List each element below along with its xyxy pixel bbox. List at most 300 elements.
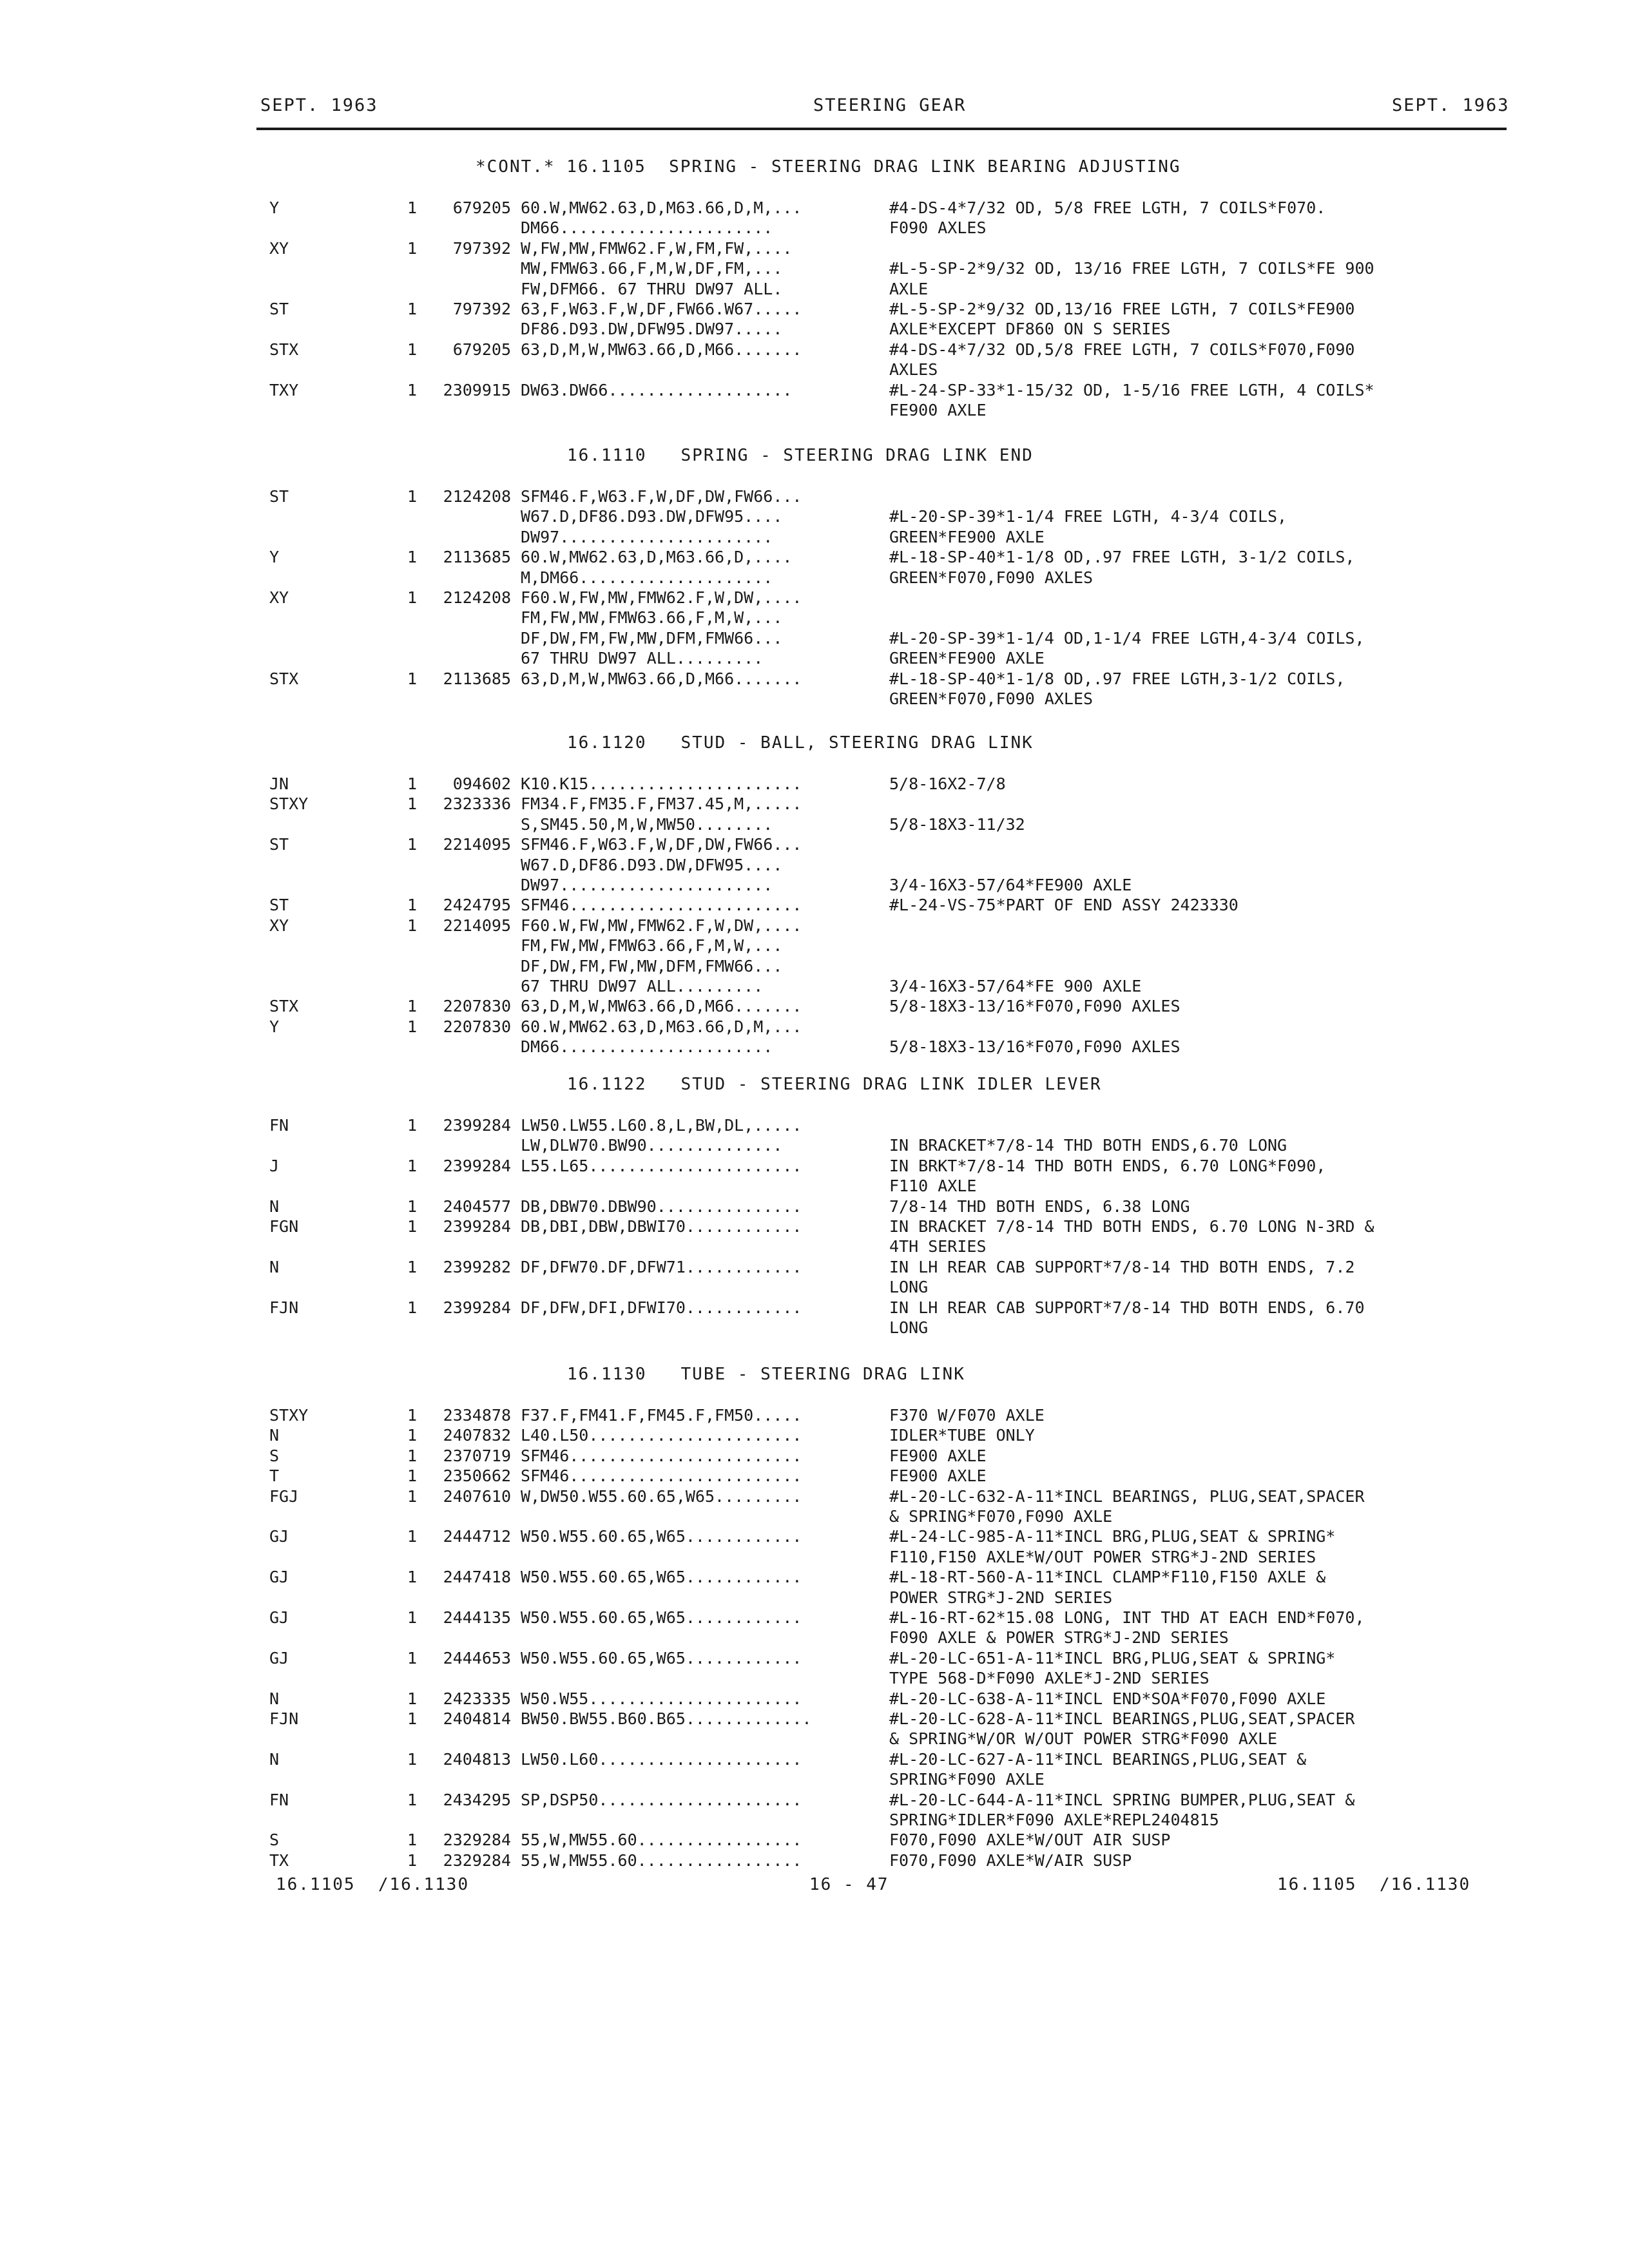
- part-number: 2329284: [443, 1831, 511, 1849]
- parts-row: [0, 507, 1629, 527]
- footer-range-right: 16.1105 /16.1130: [1277, 1875, 1471, 1894]
- model-list: FM,FW,MW,FMW63.66,F,M,W,...: [521, 936, 783, 955]
- parts-row: [0, 1729, 1629, 1749]
- parts-row: [0, 1037, 1629, 1057]
- part-number: 2444653: [443, 1649, 511, 1667]
- part-description: #L-20-LC-651-A-11*INCL BRG,PLUG,SEAT & SPRING*: [889, 1649, 1336, 1667]
- model-code: S: [269, 1446, 280, 1465]
- parts-row: [0, 588, 1629, 608]
- header-date-right: SEPT. 1963: [1392, 95, 1510, 115]
- part-description: #L-16-RT-62*15.08 LONG, INT THD AT EACH END*F070,: [889, 1608, 1365, 1627]
- quantity: 1: [407, 588, 418, 607]
- quantity: 1: [407, 669, 418, 688]
- model-list: LW,DLW70.BW90..............: [521, 1136, 783, 1155]
- parts-row: [0, 1568, 1629, 1588]
- quantity: 1: [407, 1157, 418, 1175]
- model-list: SFM46.F,W63.F,W,DF,DW,FW66...: [521, 487, 802, 506]
- parts-row: [0, 896, 1629, 916]
- section-title: 16.1110 SPRING - STEERING DRAG LINK END: [567, 446, 1034, 465]
- quantity: 1: [407, 487, 418, 506]
- parts-row: [0, 1157, 1629, 1177]
- part-number: 2404814: [443, 1709, 511, 1728]
- model-list: SFM46........................: [521, 1466, 802, 1485]
- quantity: 1: [407, 794, 418, 813]
- model-list: L40.L50......................: [521, 1426, 802, 1445]
- part-number: 2214095: [443, 916, 511, 935]
- part-description: F090 AXLES: [889, 218, 987, 237]
- part-number: 2399284: [443, 1116, 511, 1135]
- quantity: 1: [407, 1406, 418, 1425]
- quantity: 1: [407, 1851, 418, 1870]
- parts-row: [0, 916, 1629, 936]
- part-number: 2207830: [443, 1017, 511, 1036]
- part-description: FE900 AXLE: [889, 1446, 987, 1465]
- part-description: AXLE*EXCEPT DF860 ON S SERIES: [889, 320, 1171, 338]
- footer-range-left: 16.1105 /16.1130: [276, 1875, 470, 1894]
- part-description: F110,F150 AXLE*W/OUT POWER STRG*J-2ND SERIES: [889, 1548, 1316, 1566]
- part-number: 2370719: [443, 1446, 511, 1465]
- parts-row: [0, 548, 1629, 568]
- section-title: 16.1120 STUD - BALL, STEERING DRAG LINK: [567, 733, 1034, 753]
- parts-row: [0, 1466, 1629, 1486]
- model-code: N: [269, 1197, 280, 1216]
- parts-row: [0, 1831, 1629, 1850]
- footer-page-number: 16 - 47: [809, 1875, 889, 1894]
- part-number: 2329284: [443, 1851, 511, 1870]
- model-list: 67 THRU DW97 ALL.........: [521, 649, 764, 668]
- quantity: 1: [407, 1568, 418, 1586]
- parts-row: [0, 300, 1629, 320]
- quantity: 1: [407, 835, 418, 854]
- parts-row: [0, 1507, 1629, 1527]
- model-code: N: [269, 1750, 280, 1769]
- part-description: AXLE: [889, 280, 929, 298]
- part-number: 2423335: [443, 1689, 511, 1708]
- part-number: 2113685: [443, 548, 511, 566]
- model-code: ST: [269, 300, 289, 318]
- quantity: 1: [407, 1649, 418, 1667]
- model-list: DF,DW,FM,FW,MW,DFM,FMW66...: [521, 957, 783, 975]
- quantity: 1: [407, 381, 418, 399]
- part-description: IN BRACKET*7/8-14 THD BOTH ENDS,6.70 LONG: [889, 1136, 1287, 1155]
- parts-row: [0, 1426, 1629, 1446]
- parts-row: [0, 1811, 1629, 1831]
- parts-row: [0, 239, 1629, 259]
- quantity: 1: [407, 1709, 418, 1728]
- part-description: F090 AXLE & POWER STRG*J-2ND SERIES: [889, 1628, 1229, 1647]
- model-code: XY: [269, 588, 289, 607]
- part-description: F070,F090 AXLE*W/AIR SUSP: [889, 1851, 1132, 1870]
- part-description: IN BRACKET 7/8-14 THD BOTH ENDS, 6.70 LONG N-3RD &: [889, 1217, 1374, 1236]
- part-description: GREEN*FE900 AXLE: [889, 528, 1045, 546]
- part-number: 2124208: [443, 487, 511, 506]
- parts-row: [0, 198, 1629, 218]
- model-code: S: [269, 1831, 280, 1849]
- part-description: GREEN*F070,F090 AXLES: [889, 568, 1094, 587]
- quantity: 1: [407, 1298, 418, 1317]
- quantity: 1: [407, 300, 418, 318]
- part-description: F110 AXLE: [889, 1177, 977, 1195]
- part-number: 2207830: [443, 997, 511, 1015]
- model-list: DM66......................: [521, 218, 773, 237]
- part-number: 2350662: [443, 1466, 511, 1485]
- part-description: TYPE 568-D*F090 AXLE*J-2ND SERIES: [889, 1669, 1210, 1687]
- model-list: M,DM66....................: [521, 568, 773, 587]
- model-list: 63,D,M,W,MW63.66,D,M66.......: [521, 997, 802, 1015]
- quantity: 1: [407, 1487, 418, 1506]
- model-code: FN: [269, 1116, 289, 1135]
- parts-row: [0, 1278, 1629, 1298]
- parts-row: [0, 381, 1629, 401]
- parts-row: [0, 360, 1629, 380]
- parts-row: [0, 1791, 1629, 1811]
- part-number: 2399284: [443, 1217, 511, 1236]
- part-description: F370 W/F070 AXLE: [889, 1406, 1045, 1425]
- part-description: & SPRING*W/OR W/OUT POWER STRG*F090 AXLE: [889, 1729, 1278, 1748]
- part-description: #L-5-SP-2*9/32 OD, 13/16 FREE LGTH, 7 COILS*FE 900: [889, 259, 1374, 278]
- parts-row: [0, 1750, 1629, 1770]
- model-code: FN: [269, 1791, 289, 1809]
- model-list: 60.W,MW62.63,D,M63.66,D,M,...: [521, 1017, 802, 1036]
- quantity: 1: [407, 1197, 418, 1216]
- model-list: DW97......................: [521, 528, 773, 546]
- parts-row: [0, 401, 1629, 421]
- model-code: N: [269, 1689, 280, 1708]
- quantity: 1: [407, 1831, 418, 1849]
- quantity: 1: [407, 1217, 418, 1236]
- model-list: MW,FMW63.66,F,M,W,DF,FM,...: [521, 259, 783, 278]
- model-list: 67 THRU DW97 ALL.........: [521, 977, 764, 995]
- part-description: FE900 AXLE: [889, 401, 987, 419]
- model-list: F37.F,FM41.F,FM45.F,FM50.....: [521, 1406, 802, 1425]
- model-code: STXY: [269, 1406, 309, 1425]
- model-code: FGJ: [269, 1487, 299, 1506]
- part-description: 5/8-18X3-13/16*F070,F090 AXLES: [889, 1037, 1181, 1056]
- header-title: STEERING GEAR: [813, 95, 967, 115]
- model-code: Y: [269, 548, 280, 566]
- parts-row: [0, 218, 1629, 238]
- parts-row: [0, 936, 1629, 956]
- parts-row: [0, 997, 1629, 1017]
- parts-row: [0, 1197, 1629, 1217]
- part-description: IN LH REAR CAB SUPPORT*7/8-14 THD BOTH ENDS, 7.2: [889, 1258, 1355, 1276]
- model-list: L55.L65......................: [521, 1157, 802, 1175]
- part-description: 3/4-16X3-57/64*FE 900 AXLE: [889, 977, 1142, 995]
- model-list: FM,FW,MW,FMW63.66,F,M,W,...: [521, 608, 783, 627]
- part-description: GREEN*F070,F090 AXLES: [889, 689, 1094, 708]
- parts-row: [0, 1649, 1629, 1669]
- part-number: 2323336: [443, 794, 511, 813]
- part-description: GREEN*FE900 AXLE: [889, 649, 1045, 668]
- model-list: SP,DSP50.....................: [521, 1791, 802, 1809]
- model-list: 55,W,MW55.60.................: [521, 1831, 802, 1849]
- parts-row: [0, 1588, 1629, 1608]
- parts-row: [0, 1628, 1629, 1648]
- parts-row: [0, 259, 1629, 279]
- model-code: T: [269, 1466, 280, 1485]
- model-code: TX: [269, 1851, 289, 1870]
- model-code: STX: [269, 340, 299, 359]
- part-number: 797392: [452, 300, 511, 318]
- model-code: N: [269, 1258, 280, 1276]
- parts-row: [0, 280, 1629, 300]
- parts-row: [0, 957, 1629, 977]
- model-code: ST: [269, 487, 289, 506]
- part-description: #L-24-VS-75*PART OF END ASSY 2423330: [889, 896, 1239, 914]
- quantity: 1: [407, 916, 418, 935]
- model-code: N: [269, 1426, 280, 1445]
- parts-row: [0, 608, 1629, 628]
- model-code: FGN: [269, 1217, 299, 1236]
- parts-row: [0, 977, 1629, 997]
- part-description: 5/8-16X2-7/8: [889, 774, 1006, 793]
- part-description: IN BRKT*7/8-14 THD BOTH ENDS, 6.70 LONG*F090,: [889, 1157, 1326, 1175]
- model-code: FJN: [269, 1709, 299, 1728]
- model-list: W67.D,DF86.D93.DW,DFW95....: [521, 856, 783, 874]
- part-number: 2399284: [443, 1298, 511, 1317]
- model-list: 63,D,M,W,MW63.66,D,M66.......: [521, 340, 802, 359]
- parts-row: [0, 1406, 1629, 1426]
- parts-row: [0, 568, 1629, 588]
- part-number: 2434295: [443, 1791, 511, 1809]
- model-list: FW,DFM66. 67 THRU DW97 ALL.: [521, 280, 783, 298]
- model-list: FM34.F,FM35.F,FM37.45,M,.....: [521, 794, 802, 813]
- part-description: #L-24-LC-985-A-11*INCL BRG,PLUG,SEAT & SPRING*: [889, 1527, 1336, 1546]
- model-list: LW50.L60.....................: [521, 1750, 802, 1769]
- parts-row: [0, 794, 1629, 814]
- parts-row: [0, 528, 1629, 548]
- parts-row: [0, 487, 1629, 507]
- model-code: TXY: [269, 381, 299, 399]
- part-description: #L-20-LC-644-A-11*INCL SPRING BUMPER,PLUG,SEAT &: [889, 1791, 1355, 1809]
- parts-row: [0, 1446, 1629, 1466]
- parts-row: [0, 1258, 1629, 1278]
- part-description: #4-DS-4*7/32 OD, 5/8 FREE LGTH, 7 COILS*F070.: [889, 198, 1326, 217]
- parts-row: [0, 1548, 1629, 1568]
- model-list: DF86.D93.DW,DFW95.DW97.....: [521, 320, 783, 338]
- part-description: 5/8-18X3-13/16*F070,F090 AXLES: [889, 997, 1181, 1015]
- parts-row: [0, 1689, 1629, 1709]
- part-description: #L-20-LC-627-A-11*INCL BEARINGS,PLUG,SEAT &: [889, 1750, 1307, 1769]
- part-description: LONG: [889, 1318, 929, 1337]
- quantity: 1: [407, 239, 418, 258]
- quantity: 1: [407, 548, 418, 566]
- part-number: 2334878: [443, 1406, 511, 1425]
- part-description: #L-5-SP-2*9/32 OD,13/16 FREE LGTH, 7 COILS*FE900: [889, 300, 1355, 318]
- part-description: POWER STRG*J-2ND SERIES: [889, 1588, 1113, 1607]
- model-list: S,SM45.50,M,W,MW50........: [521, 815, 773, 834]
- quantity: 1: [407, 1466, 418, 1485]
- quantity: 1: [407, 1017, 418, 1036]
- parts-row: [0, 629, 1629, 649]
- model-code: STX: [269, 669, 299, 688]
- parts-row: [0, 1487, 1629, 1507]
- quantity: 1: [407, 1750, 418, 1769]
- model-code: J: [269, 1157, 280, 1175]
- part-description: F070,F090 AXLE*W/OUT AIR SUSP: [889, 1831, 1171, 1849]
- part-description: #L-18-RT-560-A-11*INCL CLAMP*F110,F150 AXLE &: [889, 1568, 1326, 1586]
- parts-row: [0, 649, 1629, 669]
- part-description: 5/8-18X3-11/32: [889, 815, 1025, 834]
- part-description: 3/4-16X3-57/64*FE900 AXLE: [889, 876, 1132, 894]
- model-list: DF,DW,FM,FW,MW,DFM,FMW66...: [521, 629, 783, 648]
- part-description: #L-20-SP-39*1-1/4 FREE LGTH, 4-3/4 COILS,: [889, 507, 1287, 526]
- model-list: DF,DFW70.DF,DFW71............: [521, 1258, 802, 1276]
- model-code: XY: [269, 239, 289, 258]
- part-description: #L-20-LC-638-A-11*INCL END*SOA*F070,F090 AXLE: [889, 1689, 1326, 1708]
- parts-row: [0, 1237, 1629, 1257]
- part-number: 797392: [452, 239, 511, 258]
- part-number: 2404577: [443, 1197, 511, 1216]
- part-description: AXLES: [889, 360, 938, 379]
- model-code: GJ: [269, 1608, 289, 1627]
- model-code: GJ: [269, 1649, 289, 1667]
- part-number: 2407832: [443, 1426, 511, 1445]
- section-title: 16.1122 STUD - STEERING DRAG LINK IDLER LEVER: [567, 1075, 1102, 1094]
- parts-row: [0, 774, 1629, 794]
- quantity: 1: [407, 896, 418, 914]
- part-description: #L-20-SP-39*1-1/4 OD,1-1/4 FREE LGTH,4-3/4 COILS,: [889, 629, 1365, 648]
- model-list: W50.W55.60.65,W65............: [521, 1649, 802, 1667]
- part-number: 2444135: [443, 1608, 511, 1627]
- model-list: W50.W55.60.65,W65............: [521, 1568, 802, 1586]
- part-description: #L-20-LC-632-A-11*INCL BEARINGS, PLUG,SEAT,SPACER: [889, 1487, 1365, 1506]
- quantity: 1: [407, 1116, 418, 1135]
- model-list: DB,DBW70.DBW90...............: [521, 1197, 802, 1216]
- header-date-left: SEPT. 1963: [260, 95, 378, 115]
- model-code: FJN: [269, 1298, 299, 1317]
- part-description: #L-20-LC-628-A-11*INCL BEARINGS,PLUG,SEAT,SPACER: [889, 1709, 1355, 1728]
- parts-row: [0, 1136, 1629, 1156]
- parts-row: [0, 320, 1629, 340]
- model-list: W50.W55......................: [521, 1689, 802, 1708]
- parts-row: [0, 1770, 1629, 1790]
- quantity: 1: [407, 340, 418, 359]
- part-description: 4TH SERIES: [889, 1237, 987, 1256]
- part-number: 2447418: [443, 1568, 511, 1586]
- model-list: W50.W55.60.65,W65............: [521, 1527, 802, 1546]
- model-code: STX: [269, 997, 299, 1015]
- header-rule: [256, 128, 1507, 130]
- model-list: 63,F,W63.F,W,DF,FW66.W67.....: [521, 300, 802, 318]
- model-code: Y: [269, 198, 280, 217]
- part-description: #L-24-SP-33*1-15/32 OD, 1-5/16 FREE LGTH, 4 COILS*: [889, 381, 1374, 399]
- model-code: GJ: [269, 1527, 289, 1546]
- parts-row: [0, 1217, 1629, 1237]
- part-number: 2399284: [443, 1157, 511, 1175]
- model-list: K10.K15......................: [521, 774, 802, 793]
- model-list: DF,DFW,DFI,DFWI70............: [521, 1298, 802, 1317]
- model-code: ST: [269, 835, 289, 854]
- part-number: 094602: [452, 774, 511, 793]
- parts-row: [0, 689, 1629, 709]
- part-description: SPRING*F090 AXLE: [889, 1770, 1045, 1789]
- part-number: 2124208: [443, 588, 511, 607]
- parts-row: [0, 1709, 1629, 1729]
- model-code: STXY: [269, 794, 309, 813]
- quantity: 1: [407, 1791, 418, 1809]
- model-list: 60.W,MW62.63,D,M63.66,D,M,...: [521, 198, 802, 217]
- parts-row: [0, 1017, 1629, 1037]
- model-list: 63,D,M,W,MW63.66,D,M66.......: [521, 669, 802, 688]
- part-number: 2404813: [443, 1750, 511, 1769]
- quantity: 1: [407, 1426, 418, 1445]
- part-description: & SPRING*F070,F090 AXLE: [889, 1507, 1113, 1526]
- model-list: DW97......................: [521, 876, 773, 894]
- model-list: SFM46........................: [521, 896, 802, 914]
- parts-row: [0, 1851, 1629, 1871]
- model-list: DW63.DW66...................: [521, 381, 793, 399]
- model-list: 55,W,MW55.60.................: [521, 1851, 802, 1870]
- section-title: *CONT.* 16.1105 SPRING - STEERING DRAG LINK BEARING ADJUSTING: [476, 157, 1181, 177]
- quantity: 1: [407, 1527, 418, 1546]
- part-description: 7/8-14 THD BOTH ENDS, 6.38 LONG: [889, 1197, 1190, 1216]
- part-description: #L-18-SP-40*1-1/8 OD,.97 FREE LGTH, 3-1/2 COILS,: [889, 548, 1355, 566]
- part-description: SPRING*IDLER*F090 AXLE*REPL2404815: [889, 1811, 1219, 1829]
- parts-row: [0, 669, 1629, 689]
- parts-row: [0, 1298, 1629, 1318]
- model-code: JN: [269, 774, 289, 793]
- quantity: 1: [407, 1446, 418, 1465]
- model-code: GJ: [269, 1568, 289, 1586]
- model-list: SFM46........................: [521, 1446, 802, 1465]
- part-description: IN LH REAR CAB SUPPORT*7/8-14 THD BOTH ENDS, 6.70: [889, 1298, 1365, 1317]
- parts-row: [0, 876, 1629, 896]
- part-number: 2444712: [443, 1527, 511, 1546]
- part-description: IDLER*TUBE ONLY: [889, 1426, 1035, 1445]
- parts-row: [0, 1318, 1629, 1338]
- parts-row: [0, 835, 1629, 855]
- quantity: 1: [407, 198, 418, 217]
- model-code: ST: [269, 896, 289, 914]
- parts-row: [0, 856, 1629, 876]
- model-list: DM66......................: [521, 1037, 773, 1056]
- quantity: 1: [407, 1689, 418, 1708]
- part-description: LONG: [889, 1278, 929, 1296]
- part-number: 2309915: [443, 381, 511, 399]
- quantity: 1: [407, 774, 418, 793]
- parts-row: [0, 1669, 1629, 1689]
- model-list: W50.W55.60.65,W65............: [521, 1608, 802, 1627]
- quantity: 1: [407, 1258, 418, 1276]
- part-number: 2399282: [443, 1258, 511, 1276]
- model-list: LW50.LW55.L60.8,L,BW,DL,.....: [521, 1116, 802, 1135]
- parts-row: [0, 1116, 1629, 1136]
- model-list: 60.W,MW62.63,D,M63.66,D,....: [521, 548, 793, 566]
- part-description: #L-18-SP-40*1-1/8 OD,.97 FREE LGTH,3-1/2 COILS,: [889, 669, 1345, 688]
- model-code: XY: [269, 916, 289, 935]
- parts-row: [0, 1177, 1629, 1196]
- part-description: #4-DS-4*7/32 OD,5/8 FREE LGTH, 7 COILS*F070,F090: [889, 340, 1355, 359]
- quantity: 1: [407, 1608, 418, 1627]
- model-list: W67.D,DF86.D93.DW,DFW95....: [521, 507, 783, 526]
- part-number: 2214095: [443, 835, 511, 854]
- part-number: 2424795: [443, 896, 511, 914]
- parts-row: [0, 340, 1629, 360]
- parts-row: [0, 1527, 1629, 1547]
- quantity: 1: [407, 997, 418, 1015]
- part-number: 679205: [452, 198, 511, 217]
- section-title: 16.1130 TUBE - STEERING DRAG LINK: [567, 1365, 965, 1384]
- model-list: F60.W,FW,MW,FMW62.F,W,DW,....: [521, 916, 802, 935]
- parts-row: [0, 815, 1629, 835]
- model-code: Y: [269, 1017, 280, 1036]
- parts-row: [0, 1608, 1629, 1628]
- model-list: F60.W,FW,MW,FMW62.F,W,DW,....: [521, 588, 802, 607]
- model-list: W,FW,MW,FMW62.F,W,FM,FW,....: [521, 239, 793, 258]
- part-number: 2113685: [443, 669, 511, 688]
- part-number: 2407610: [443, 1487, 511, 1506]
